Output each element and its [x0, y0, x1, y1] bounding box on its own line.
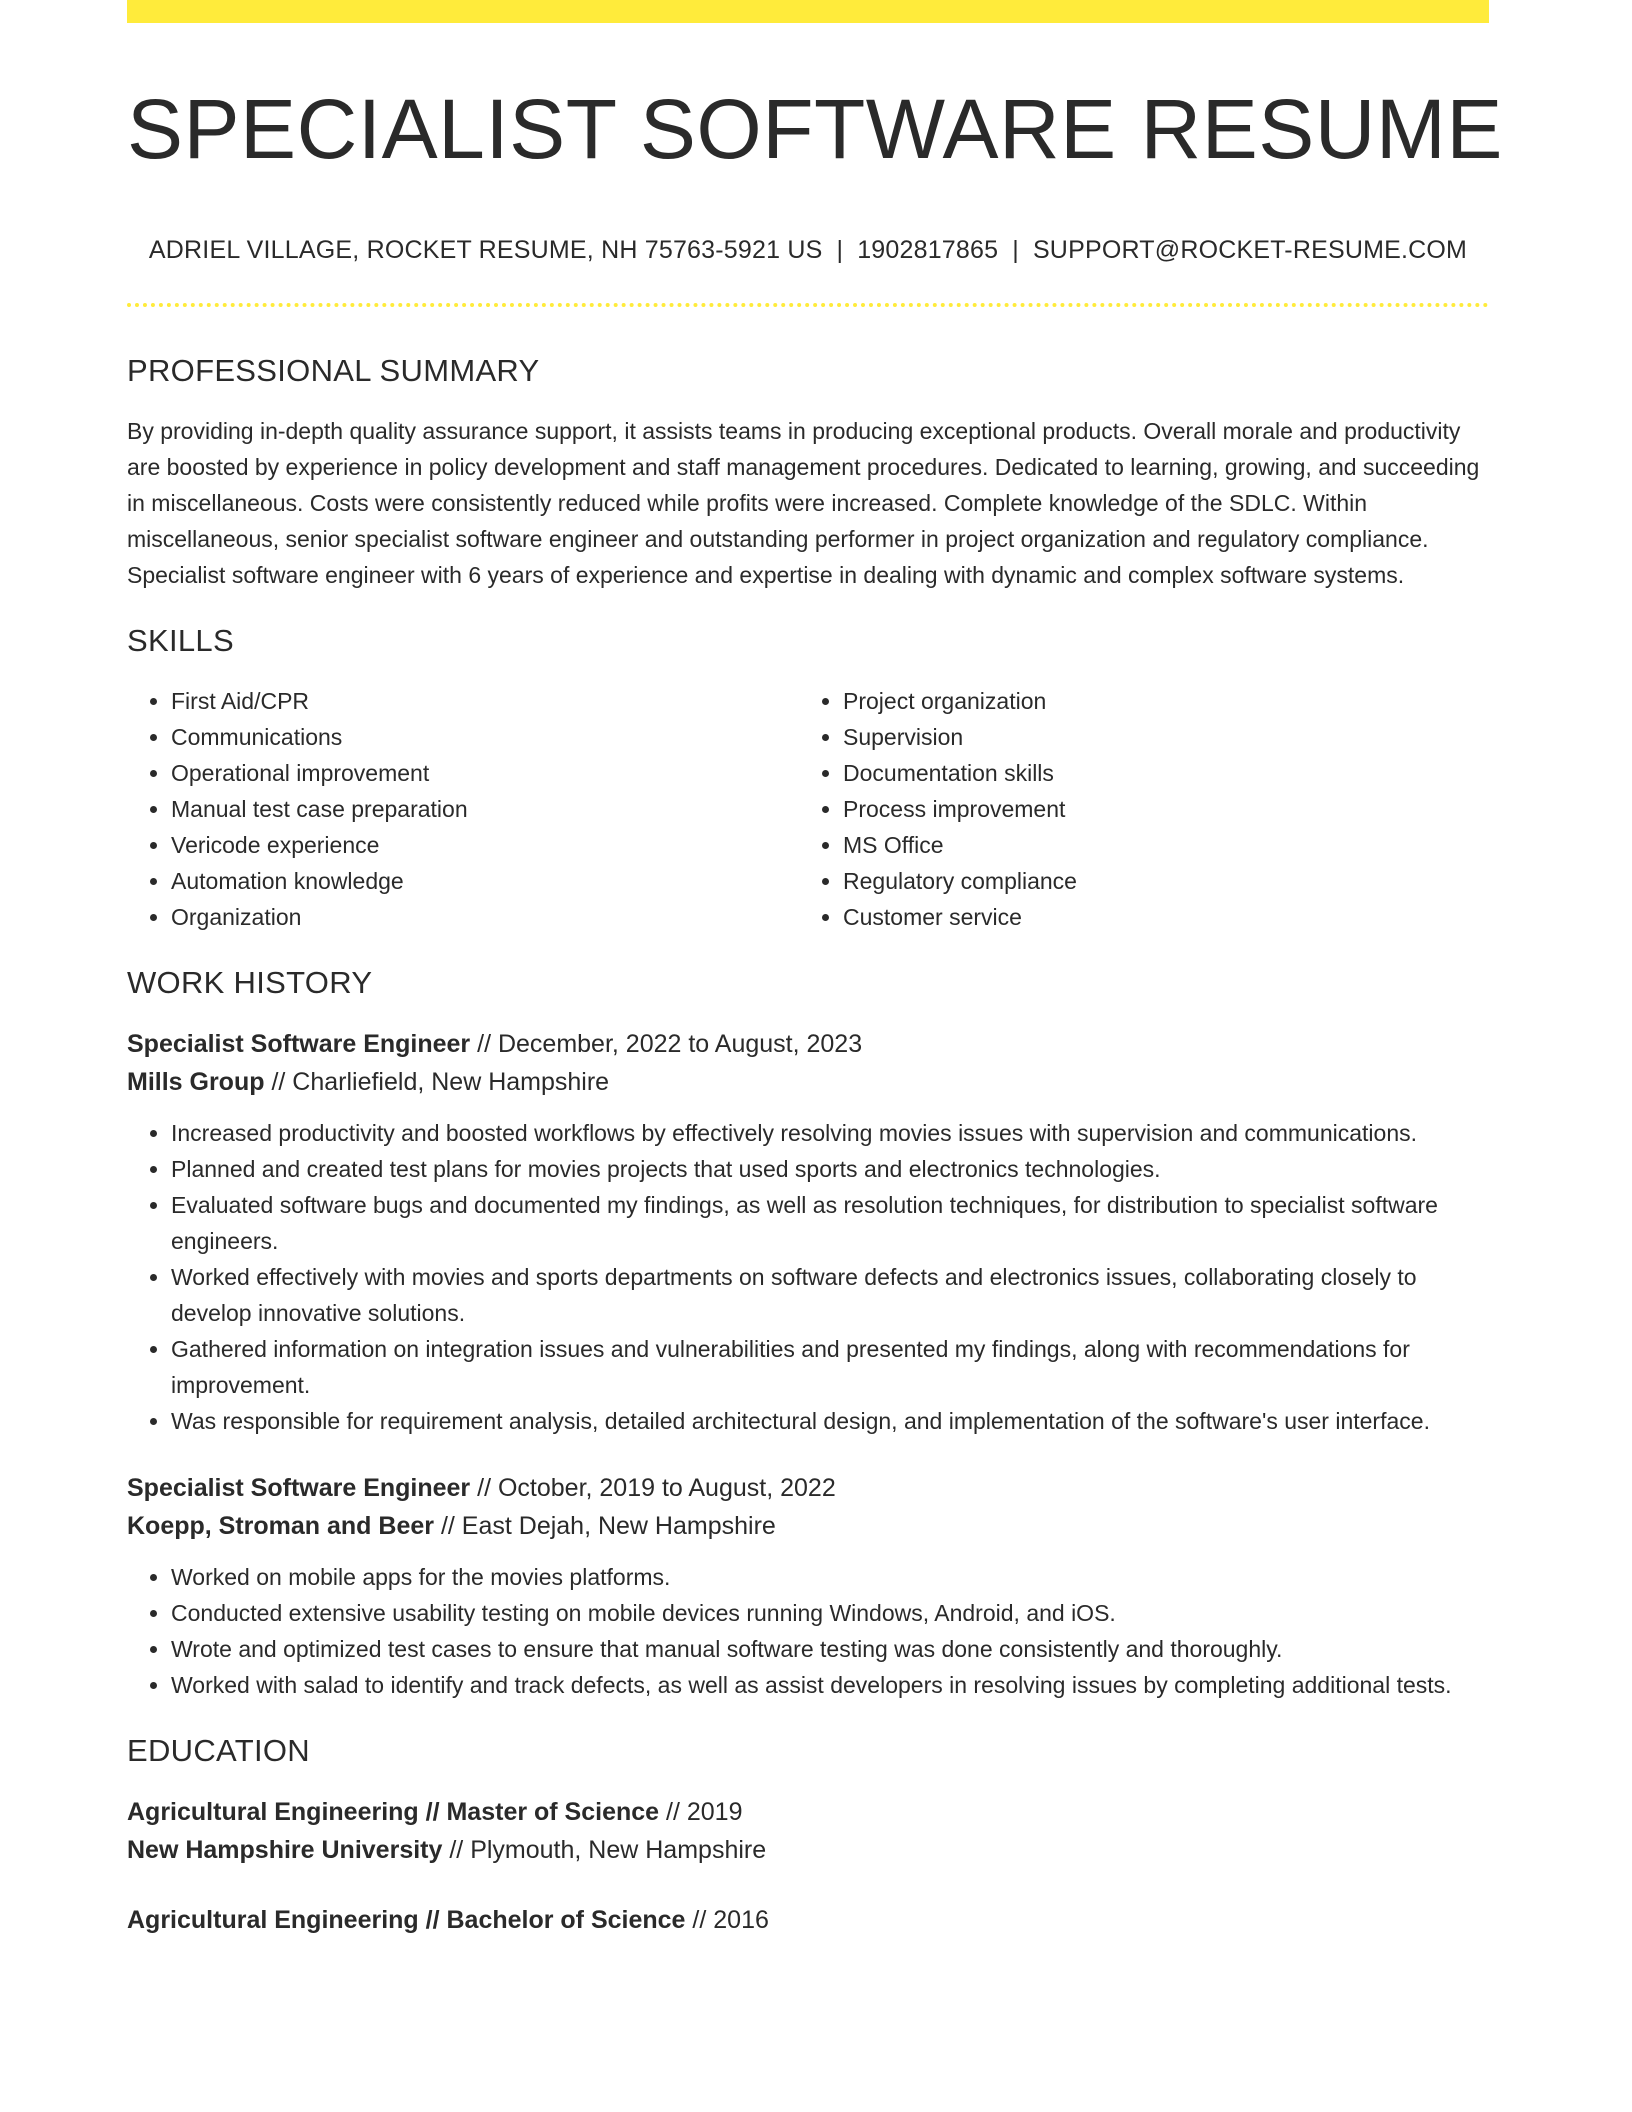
work-history-heading: WORK HISTORY: [127, 965, 373, 1000]
education-degree-line: [127, 1901, 1489, 1939]
job-bullets: [127, 1115, 1489, 1439]
skill-item: • Supervision: [843, 719, 1471, 755]
job-bullet: • Wrote and optimized test cases to ensure that manual software testing was done consistently and thoroughly.: [171, 1631, 1489, 1667]
summary-text: By providing in-depth quality assurance support, it assists teams in producing exceptional products. Overall morale and productivity are boosted by experience in policy development and staff management procedures. Dedicated to learning, growing, and succeeding in miscellaneous. Costs were consistently reduced while profits were increased. Complete knowledge of the SDLC. Within miscellaneous, senior specialist software engineer and outstanding performer in project organization and regulatory compliance. Specialist software engineer with 6 years of experience and expertise in dealing with dynamic and complex software systems.: [127, 418, 1480, 588]
skill-item: • First Aid/CPR: [171, 683, 799, 719]
skill-item: • Automation knowledge: [171, 863, 799, 899]
education-entry: [127, 1793, 1489, 1869]
education-degree: Agricultural Engineering // Bachelor of Science: [127, 1906, 686, 1934]
job-company: Mills Group: [127, 1068, 265, 1096]
job-location: // East Dejah, New Hampshire: [440, 1512, 776, 1540]
skill-item: • Regulatory compliance: [843, 863, 1471, 899]
job-dates: // October, 2019 to August, 2022: [477, 1474, 836, 1502]
education-heading: EDUCATION: [127, 1733, 310, 1768]
summary-heading: PROFESSIONAL SUMMARY: [127, 353, 540, 388]
job-bullet: • Worked effectively with movies and sports departments on software defects and electronics issues, collaborating closely to develop innovative solutions.: [171, 1259, 1489, 1331]
job-company-line: [127, 1507, 1489, 1545]
job-company: Koepp, Stroman and Beer: [127, 1512, 434, 1540]
job-location: // Charliefield, New Hampshire: [271, 1068, 610, 1096]
skill-item: • Process improvement: [843, 791, 1471, 827]
job-bullet: • Worked on mobile apps for the movies platforms.: [171, 1559, 1489, 1595]
education-degree: Agricultural Engineering // Master of Science: [127, 1798, 660, 1826]
accent-top-bar: [127, 0, 1489, 23]
job-entry: [127, 1025, 1489, 1439]
job-title-line: [127, 1469, 1489, 1507]
education-entry: [127, 1901, 1489, 1939]
skill-item: • Organization: [171, 899, 799, 935]
education-location: // Plymouth, New Hampshire: [449, 1836, 767, 1864]
job-bullet: • Evaluated software bugs and documented my findings, as well as resolution techniques, for distribution to specialist software engineers.: [171, 1187, 1489, 1259]
skill-item: • Customer service: [843, 899, 1471, 935]
skill-item: • Operational improvement: [171, 755, 799, 791]
resume-title: SPECIALIST SOFTWARE RESUME: [127, 82, 1503, 176]
skill-item: • Documentation skills: [843, 755, 1471, 791]
skills-left-list: [127, 683, 799, 935]
job-dates: // December, 2022 to August, 2023: [477, 1030, 863, 1058]
skills-right-list: [799, 683, 1471, 935]
job-company-line: [127, 1063, 1489, 1101]
job-bullet: • Worked with salad to identify and track defects, as well as assist developers in resolving issues by completing additional tests.: [171, 1667, 1489, 1703]
dotted-divider: [127, 303, 1489, 307]
skill-item: • Manual test case preparation: [171, 791, 799, 827]
contact-phone: 1902817865: [857, 236, 999, 264]
job-bullet: • Planned and created test plans for movies projects that used sports and electronics technologies.: [171, 1151, 1489, 1187]
job-bullet: • Was responsible for requirement analysis, detailed architectural design, and implementation of the software's user interface.: [171, 1403, 1489, 1439]
job-title: Specialist Software Engineer: [127, 1474, 471, 1502]
education-school-line: [127, 1831, 1489, 1869]
education-degree-line: [127, 1793, 1489, 1831]
skills-heading: SKILLS: [127, 623, 234, 658]
skill-item: • Communications: [171, 719, 799, 755]
contact-address: ADRIEL VILLAGE, ROCKET RESUME, NH 75763-5921 US: [148, 236, 823, 264]
education-year: // 2019: [666, 1798, 743, 1826]
job-bullet: • Increased productivity and boosted workflows by effectively resolving movies issues with supervision and communications.: [171, 1115, 1489, 1151]
job-title-line: [127, 1025, 1489, 1063]
contact-line: [127, 236, 1489, 265]
education-school: New Hampshire University: [127, 1836, 443, 1864]
job-title: Specialist Software Engineer: [127, 1030, 471, 1058]
resume-page: [127, 0, 1503, 1939]
job-entry: [127, 1469, 1489, 1703]
contact-separator: |: [1012, 236, 1019, 264]
job-bullets: [127, 1559, 1489, 1703]
skills-columns: [127, 683, 1489, 935]
job-bullet: • Gathered information on integration issues and vulnerabilities and presented my findings, along with recommendations for improvement.: [171, 1331, 1489, 1403]
contact-email: SUPPORT@ROCKET-RESUME.COM: [1032, 236, 1468, 264]
education-year: // 2016: [692, 1906, 769, 1934]
contact-separator: |: [836, 236, 844, 264]
skill-item: • MS Office: [843, 827, 1471, 863]
skill-item: • Project organization: [843, 683, 1471, 719]
job-bullet: • Conducted extensive usability testing on mobile devices running Windows, Android, and iOS.: [171, 1595, 1489, 1631]
skill-item: • Vericode experience: [171, 827, 799, 863]
